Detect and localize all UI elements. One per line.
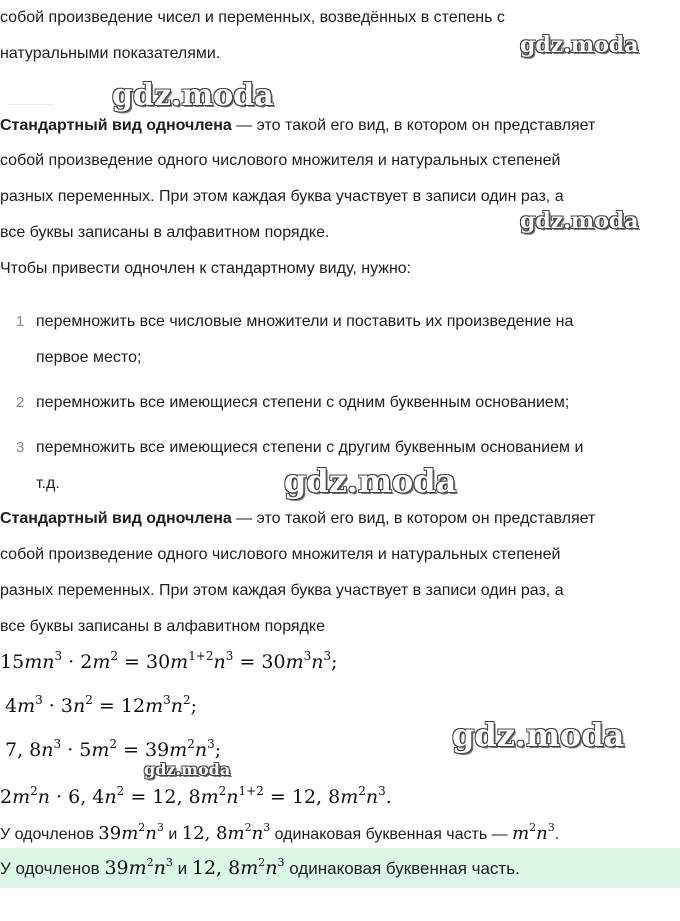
divider	[8, 104, 54, 105]
definition-1-line-4: все буквы записаны в алфавитном порядке.	[0, 224, 330, 241]
definition-2-line-4: все буквы записаны в алфавитном порядке	[0, 618, 325, 635]
watermark: gdz.moda	[520, 208, 639, 234]
definition-text: — это такой его вид, в котором он представляет	[231, 117, 596, 134]
step-2-number: 2	[16, 394, 25, 411]
conclusion-prefix: У одочленов	[0, 826, 99, 843]
equation-3: 7, $8n^3 \cdot 5m^2 = 39m^2n^3$;	[5, 737, 222, 761]
watermark: gdz.moda	[452, 716, 625, 754]
watermark: gdz.moda	[284, 462, 457, 500]
common-part: $m^2n^3$	[512, 821, 555, 844]
step-3-line-2: т.д.	[36, 475, 60, 492]
equation-4: $2m^2n \cdot 6$, $4n^2 = 12$, $8m^2n^{1+2} = 12$, $8m^2n^3$.	[0, 784, 392, 808]
monomial-2: 12, $8m^2n^3$	[181, 821, 271, 844]
definition-1-line-3: разных переменных. При этом каждая буква участвует в записи один раз, а	[0, 188, 564, 205]
answer-suffix: одинаковая буквенная часть.	[284, 859, 520, 878]
equation-1: $15mn^3 \cdot 2m^2 = 30m^{1+2}n^3 = 30m^3n^3$;	[0, 649, 338, 673]
definition-2-term: Стандартный вид одночлена	[0, 510, 232, 527]
definition-term: Стандартный вид одночлена	[0, 117, 232, 134]
step-3-line-1: перемножить все имеющиеся степени с другим буквенным основанием и	[36, 439, 584, 456]
watermark: gdz.moda	[520, 32, 639, 58]
answer-monomial-1: $39m^2n^3$	[104, 856, 173, 879]
step-1-line-1: перемножить все числовые множители и поставить их произведение на	[36, 313, 574, 330]
definition-1-line-1	[0, 116, 595, 136]
step-1-line-2: первое место;	[36, 349, 142, 366]
conclusion-and: и	[163, 826, 182, 843]
definition-2-line-1	[0, 509, 595, 529]
answer-line	[0, 856, 520, 881]
watermark: gdz.moda	[112, 78, 274, 113]
definition-1-line-2: собой произведение одного числового множителя и натуральных степеней	[0, 152, 561, 169]
conclusion-end: .	[554, 826, 560, 843]
definition-2-line-3: разных переменных. При этом каждая буква участвует в записи один раз, а	[0, 582, 564, 599]
answer-prefix: У одочленов	[0, 859, 105, 878]
steps-intro: Чтобы привести одночлен к стандартному виду, нужно:	[0, 260, 412, 277]
definition-2-text: — это такой его вид, в котором он представляет	[231, 510, 596, 527]
watermark: gdz.moda	[144, 760, 231, 779]
monomial-1: $39m^2n^3$	[98, 821, 164, 844]
definition-2-line-2: собой произведение одного числового множителя и натуральных степеней	[0, 546, 561, 563]
equation-2: $4m^3 \cdot 3n^2 = 12m^3n^2$;	[5, 693, 198, 717]
step-3-number: 3	[16, 439, 25, 456]
conclusion-line	[0, 822, 559, 847]
answer-monomial-2: 12, $8m^2n^3$	[191, 856, 285, 879]
step-1-number: 1	[16, 313, 25, 330]
conclusion-suffix: одинаковая буквенная часть —	[270, 826, 513, 843]
answer-and: и	[172, 859, 192, 878]
intro-line-1: собой произведение чисел и переменных, возведённых в степень с	[0, 9, 505, 26]
intro-line-2: натуральными показателями.	[0, 45, 221, 62]
step-2-line-1: перемножить все имеющиеся степени с одним буквенным основанием;	[36, 394, 570, 411]
